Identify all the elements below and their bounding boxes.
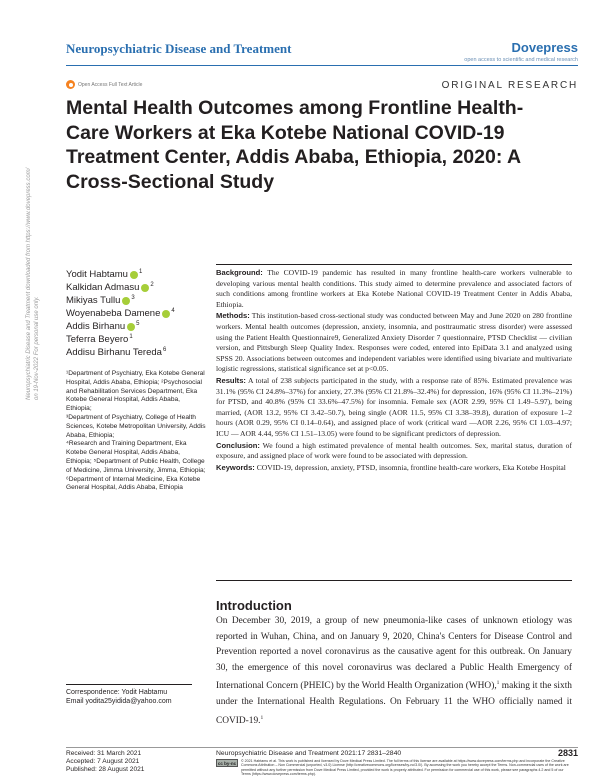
abstract-bottom-rule (216, 580, 572, 581)
abstract-results (216, 376, 572, 440)
introduction-body: making it the sixth under the International Health Regulations. On February 11 the WHO officially named it COVID-19. (216, 681, 572, 726)
introduction-body: On December 30, 2019, a group of new pneumonia-like cases of unknown etiology was reported in Wuhan, China, and on January 9, 2020, China's Centers for Disease Control and Prevention reported a novel coronavirus as the causative agent for this outbreak. On January 30, the emergence of this novel coronavirus was declared a Public Health Emergency of International Concern (PHEIC) by the World Health Organization (WHO), (216, 616, 572, 692)
journal-name[interactable]: Neuropsychiatric Disease and Treatment (66, 41, 292, 56)
abstract-keywords (216, 463, 572, 474)
affiliation-text: ¹Department of Psychiatry, Eka Kotebe General Hospital, Addis Ababa, Ethiopia; ²Psychosocial and Rehabilitation Services Department, Eka Kotebe General Hospital, Addis Ababa, Ethiopia; (66, 370, 205, 413)
publisher-logo[interactable]: Dovepress (511, 40, 578, 55)
orcid-icon[interactable] (162, 310, 170, 318)
affiliation-list (66, 370, 206, 493)
author-item (66, 346, 206, 359)
abstract-body: This institution-based cross-sectional study was conducted between May and June 2020 on 280 frontline workers. Mental health outcomes (depression, anxiety, insomnia, and posttraumatic stress disorder) were assessed using the Patient Health Questionnaire9, Generalized Anxiety Disorder 7 questionnaire, PTSD Checklist — civilian version, and Pittsburgh Sleep Quality Index. Responses were coded, entered into EpiData 3.1 and analyzed using SPSS 20. Associations between outcomes and independent variables were identified using bivariate and multivariate logistic regressions, statistical significance set at p<0.05. (216, 311, 572, 374)
author-affiliation-number: 6 (162, 346, 167, 353)
abstract-heading: Conclusion: (216, 440, 260, 450)
author-name[interactable]: Addis Birhanu (66, 321, 126, 332)
citation-ref[interactable]: 1 (496, 680, 500, 687)
abstract (216, 268, 572, 474)
cc-license-icon[interactable]: cc by-nc (217, 760, 237, 766)
date-received: Received: 31 March 2021 (66, 750, 142, 757)
article-title: Mental Health Outcomes among Frontline Health-Care Workers at Eka Kotebe National COVID-19 Treatment Center, Addis Ababa, Ethiopia, 2020: A Cross-Sectional Study (66, 97, 524, 193)
introduction-heading: Introduction (216, 598, 292, 613)
open-access-icon (66, 80, 75, 89)
download-watermark: Neuropsychiatric Disease and Treatment downloaded from https://www.dovepress.com/ on 19-Nov-2022 For personal use only. (26, 167, 40, 400)
abstract-body: COVID-19, depression, anxiety, PTSD, insomnia, frontline health-care workers, Eka Kotebe Hospital (256, 462, 566, 472)
orcid-icon[interactable] (141, 284, 149, 292)
affiliation-text: ³Department of Psychiatry, College of Health Sciences, Kotebe Metropolitan University, Addis Ababa, Ethiopia; (66, 413, 206, 439)
citation-ref[interactable]: 1 (260, 714, 264, 721)
author-affiliation-number: 1 (129, 333, 133, 340)
abstract-conclusion (216, 441, 572, 462)
open-access-label: Open Access Full Text Article (78, 81, 143, 88)
author-name[interactable]: Kalkidan Admasu (66, 282, 140, 293)
abstract-methods (216, 311, 572, 375)
correspondence-name: Correspondence: Yodit Habtamu (66, 689, 168, 696)
article-dates (66, 750, 144, 774)
author-item (66, 281, 206, 294)
license-text: © 2021 Habtamu et al. This work is published and licensed by Dove Medical Press Limited. The full terms of this license are available at https://www.dovepress.com/terms.php and incorporate the Creative Commons Attribution – Non Commercial (unported, v3.0) License (http://creativecommons.org/licenses/by-nc/3.0/). By accessing the work you hereby accept the Terms. Non-commercial uses of the work are permitted without any further permission from Dove Medical Press Limited, provided the work is properly attributed. For permission for commercial use of this work, please see paragraphs 4.2 and 5 of our Terms (https://www.dovepress.com/terms.php). (241, 759, 569, 776)
orcid-icon[interactable] (122, 297, 130, 305)
abstract-body: We found a high estimated prevalence of mental health outcomes. Sex, marital status, duration of exposure, and assigned place of work were found to be associated with depression. (216, 440, 573, 461)
correspondence-rule (66, 684, 192, 685)
abstract-heading: Background: (216, 268, 263, 277)
author-item (66, 333, 206, 346)
license-block (216, 759, 572, 776)
correspondence (66, 688, 172, 706)
header-divider (66, 65, 578, 66)
date-published: Published: 28 August 2021 (66, 766, 145, 773)
abstract-body: A total of 238 subjects participated in the study, with a response rate of 85%. Estimated prevalence was 31.1% (95% CI 24.8%–37%) for anxiety, 27.3% (95% CI 21.8%–32.4%) for depression, 16% (95% CI 11.3%–21%) for PTSD, and 40.8% (95% CI 33.6%–47.5%) for insomnia. Female sex (AOR 2.99, 95% CI 1.49–5.97), being married, (AOR 13.2, 95% CI 3.42–50.7), being single (AOR 11.5, 95% CI 3.38–39.8), duration of exposure 1–2 hours (AOR 0.29, 95% CI 0.14–0.64), and assigned place of work (critical ward —AOR 2.26, 95% CI 1.03–4.97; ICU — AOR 4.44, 95% CI 1.51–13.05) were found to be significant predictors of depression. (216, 375, 572, 438)
publisher-tagline: open access to scientific and medical research (464, 57, 578, 63)
abstract-heading: Results: (216, 375, 246, 385)
author-name[interactable]: Mikiyas Tullu (66, 295, 121, 306)
abstract-heading: Keywords: (216, 462, 255, 472)
footer-citation: Neuropsychiatric Disease and Treatment 2021:17 2831–2840 (216, 750, 402, 757)
orcid-icon[interactable] (130, 271, 138, 279)
open-access-row (66, 80, 142, 89)
publisher-block (464, 40, 578, 63)
orcid-icon[interactable] (127, 323, 135, 331)
page-number: 2831 (557, 748, 578, 758)
author-affiliation-number: 3 (131, 294, 135, 301)
author-list (66, 268, 206, 359)
abstract-background (216, 268, 572, 310)
author-name[interactable]: Addisu Birhanu Tereda (66, 347, 162, 358)
author-affiliation-number: 4 (171, 307, 175, 314)
author-name[interactable]: Yodit Habtamu (66, 269, 128, 280)
date-accepted: Accepted: 7 August 2021 (66, 758, 140, 765)
author-item (66, 268, 206, 281)
author-affiliation-number: 2 (150, 281, 154, 288)
correspondence-email[interactable]: Email yodita25yidida@yahoo.com (66, 698, 172, 705)
author-name[interactable]: Woyenabeba Damene (66, 308, 161, 319)
author-affiliation-number: 1 (138, 268, 143, 275)
author-affiliation-number: 5 (136, 320, 140, 327)
affiliation-text: ⁴Research and Training Department, Eka Kotebe General Hospital, Addis Ababa, Ethiopia; ⁵Department of Public Health, College of Medicine, Jimma University, Jimma, Ethiopia; ⁶Department of Internal Medicine, Eka Kotebe General Hospital, Addis Ababa, Ethiopia (66, 440, 206, 492)
author-item (66, 320, 206, 333)
author-name[interactable]: Teferra Beyero (66, 334, 129, 345)
abstract-body: The COVID-19 pandemic has resulted in many frontline health-care workers vulnerable to developing various mental health conditions. This study aimed to determine prevalence and associated factors of such conditions among frontline workers at Eka Kotebe National COVID-19 Treatment Center in Addis Ababa, Ethiopia. (216, 268, 572, 309)
footer-rule (66, 747, 578, 748)
author-item (66, 294, 206, 307)
article-type-label: ORIGINAL RESEARCH (441, 80, 578, 91)
author-item (66, 307, 206, 320)
abstract-heading: Methods: (216, 311, 250, 321)
introduction-text (216, 614, 572, 729)
abstract-top-rule (216, 264, 572, 265)
